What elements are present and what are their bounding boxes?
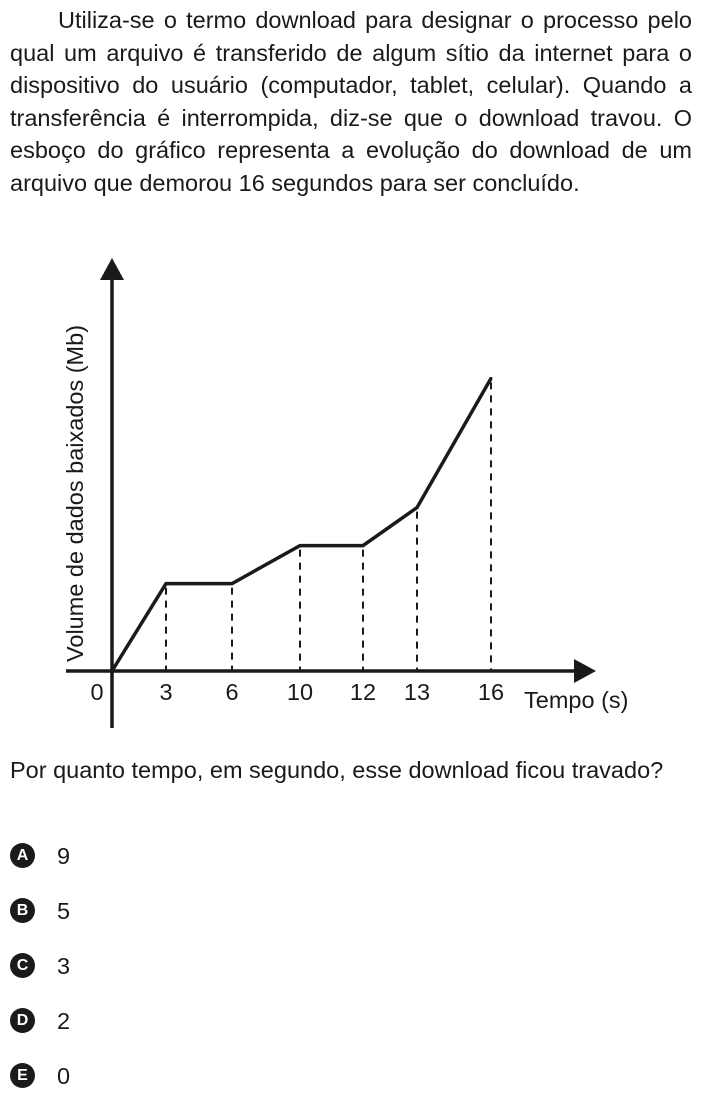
- data-point-2: [231, 582, 234, 585]
- question-text: Por quanto tempo, em segundo, esse download ficou travado?: [10, 757, 664, 783]
- x-tick-label-16: 16: [477, 679, 505, 705]
- data-point-6: [490, 377, 493, 380]
- option-b[interactable]: [10, 895, 70, 950]
- option-a[interactable]: [10, 840, 70, 895]
- intro-text: Utiliza-se o termo download para designar o processo pelo qual um arquivo é transferido de algum sítio da internet para o dispositivo do usuário (computador, tablet, celular). Quando a transferência é interrompida, diz-se que o download travou. O esboço do gráfico representa a evolução do download de um arquivo que demorou 16 segundos para ser concluído.: [10, 7, 692, 196]
- data-point-3: [299, 544, 302, 547]
- x-axis-label: Tempo (s): [524, 687, 629, 713]
- option-text: 2: [57, 1008, 71, 1034]
- x-tick-label-10: 10: [286, 679, 314, 705]
- option-text: 3: [57, 953, 71, 979]
- option-letter-badge: B: [10, 898, 35, 923]
- data-point-5: [416, 506, 419, 509]
- download-chart: [0, 250, 702, 735]
- option-text: 9: [57, 843, 71, 869]
- x-tick-label-12: 12: [349, 679, 377, 705]
- x-tick-label-3: 3: [159, 679, 173, 705]
- option-letter-badge: C: [10, 953, 35, 978]
- x-axis-arrow: [574, 659, 596, 683]
- x-tick-label-6: 6: [225, 679, 239, 705]
- y-axis-arrow: [100, 258, 124, 280]
- option-letter-badge: E: [10, 1063, 35, 1088]
- option-c[interactable]: [10, 950, 70, 1005]
- answer-options: [10, 840, 70, 1115]
- series-line: [112, 378, 491, 671]
- data-point-4: [362, 544, 365, 547]
- x-tick-label-0: 0: [90, 679, 104, 705]
- option-e[interactable]: [10, 1060, 70, 1115]
- option-letter-badge: A: [10, 843, 35, 868]
- data-point-0: [111, 670, 114, 673]
- option-text: 0: [57, 1063, 71, 1089]
- option-letter-badge: D: [10, 1008, 35, 1033]
- data-point-1: [165, 582, 168, 585]
- option-d[interactable]: [10, 1005, 70, 1060]
- y-axis-label: Volume de dados baixados (Mb): [62, 324, 88, 662]
- x-tick-label-13: 13: [403, 679, 431, 705]
- option-text: 5: [57, 898, 71, 924]
